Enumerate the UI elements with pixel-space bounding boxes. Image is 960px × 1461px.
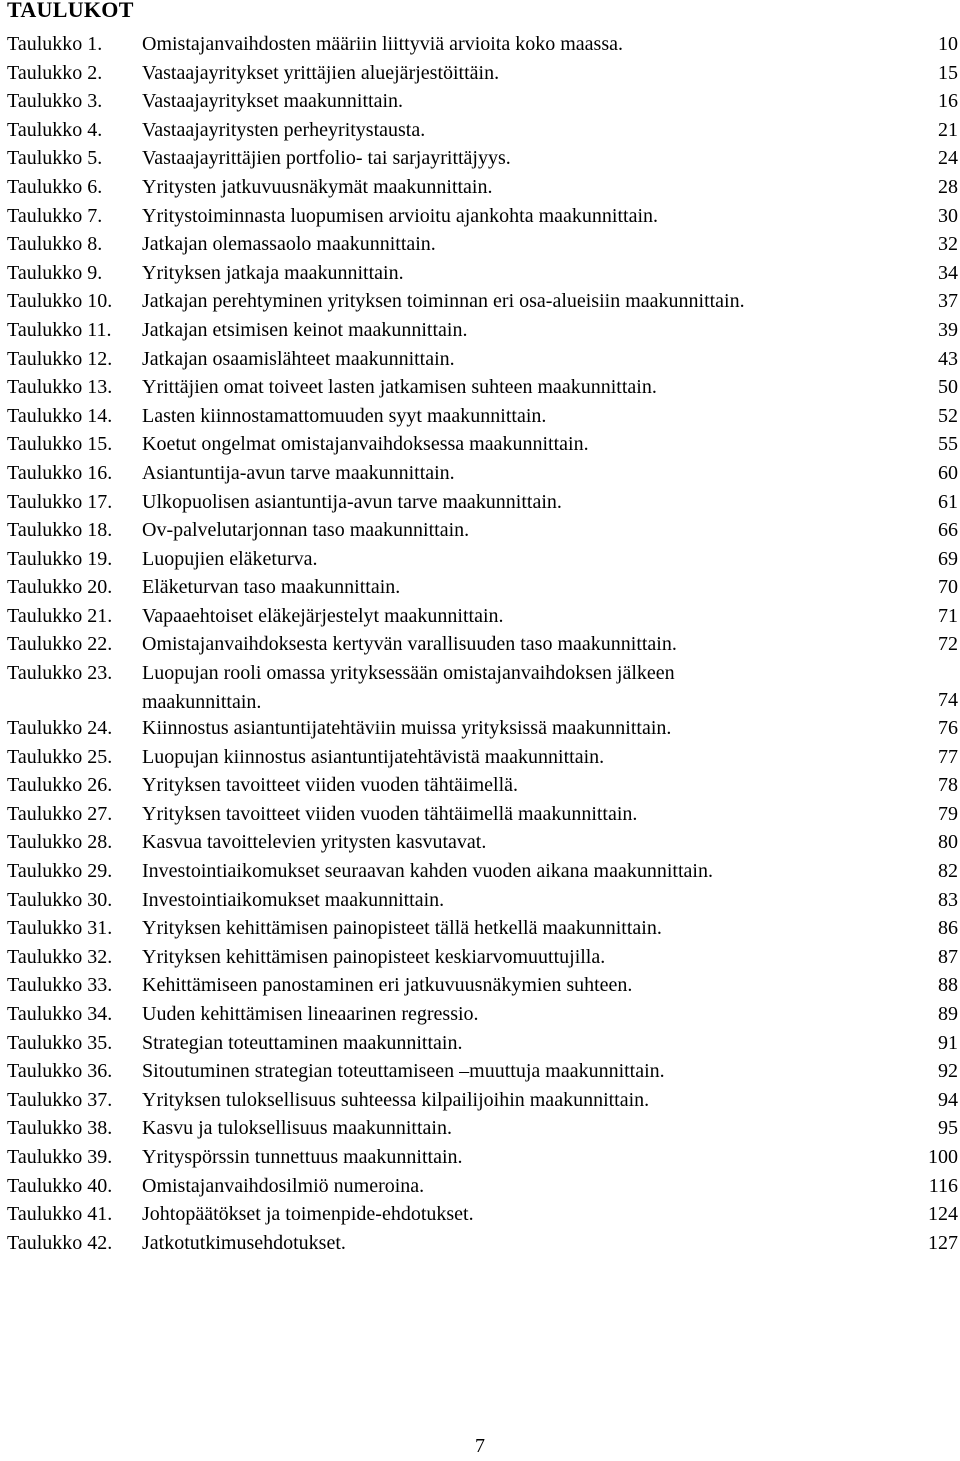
table-title bbox=[142, 771, 518, 800]
table-list-item bbox=[7, 1229, 960, 1258]
table-title bbox=[142, 1143, 463, 1172]
table-list-item bbox=[7, 1000, 960, 1029]
table-list-item bbox=[7, 144, 960, 173]
table-title bbox=[142, 743, 604, 772]
table-title-text: Ov-palvelutarjonnan taso maakunnittain. bbox=[142, 519, 470, 542]
table-title bbox=[142, 316, 467, 345]
table-title-text: Strategian toteuttaminen maakunnittain. bbox=[142, 1031, 463, 1054]
table-list-item bbox=[7, 316, 960, 345]
table-title bbox=[142, 630, 677, 659]
page-reference: 28 bbox=[938, 175, 958, 198]
page-reference: 70 bbox=[938, 576, 958, 599]
table-title-text: Vastaajayritysten perheyritystausta. bbox=[142, 118, 426, 141]
table-number-label: Taulukko 10. bbox=[7, 290, 113, 313]
table-title bbox=[142, 659, 675, 716]
table-number-label: Taulukko 23. bbox=[7, 662, 113, 685]
table-title bbox=[142, 545, 318, 574]
table-number-label: Taulukko 41. bbox=[7, 1203, 113, 1226]
table-title-text: Yrityksen tavoitteet viiden vuoden tähtäimellä. bbox=[142, 774, 519, 797]
table-title bbox=[142, 1114, 452, 1143]
table-title-text: Luopujien eläketurva. bbox=[142, 547, 318, 570]
table-title-text: Jatkotutkimusehdotukset. bbox=[142, 1231, 346, 1254]
page-reference: 66 bbox=[938, 519, 958, 542]
table-list-item bbox=[7, 545, 960, 574]
page-reference: 80 bbox=[938, 831, 958, 854]
page-reference: 10 bbox=[938, 33, 958, 55]
table-title bbox=[142, 230, 436, 259]
table-list-item bbox=[7, 488, 960, 517]
table-title bbox=[142, 202, 658, 231]
table-list-item bbox=[7, 459, 960, 488]
table-title bbox=[142, 430, 589, 459]
table-list-item bbox=[7, 1172, 960, 1201]
table-title-text: Yritystoiminnasta luopumisen arvioitu ajankohta maakunnittain. bbox=[142, 204, 659, 227]
table-title-text: Vastaajayritykset maakunnittain. bbox=[142, 90, 404, 113]
table-number-label: Taulukko 8. bbox=[7, 233, 103, 256]
table-title bbox=[142, 173, 493, 202]
table-number-label: Taulukko 18. bbox=[7, 519, 113, 542]
table-title bbox=[142, 602, 504, 631]
table-number-label: Taulukko 22. bbox=[7, 633, 113, 656]
table-title-text: Yrityksen tuloksellisuus suhteessa kilpailijoihin maakunnittain. bbox=[142, 1088, 650, 1111]
table-title bbox=[142, 1172, 424, 1201]
table-title-text: Vastaajayritykset yrittäjien aluejärjestöittäin. bbox=[142, 61, 500, 84]
table-title-text: Kiinnostus asiantuntijatehtäviin muissa yrityksissä maakunnittain. bbox=[142, 717, 672, 740]
table-title-continuation: maakunnittain. bbox=[142, 690, 262, 713]
table-list-item bbox=[7, 402, 960, 431]
table-number-label: Taulukko 28. bbox=[7, 831, 113, 854]
table-list-item bbox=[7, 771, 960, 800]
table-title-text: Asiantuntija-avun tarve maakunnittain. bbox=[142, 461, 455, 484]
page-reference: 124 bbox=[928, 1203, 958, 1226]
table-list-item bbox=[7, 230, 960, 259]
page-reference: 74 bbox=[938, 689, 958, 712]
table-list-item bbox=[7, 430, 960, 459]
table-title-text: Sitoutuminen strategian toteuttamiseen –muuttuja maakunnittain. bbox=[142, 1060, 665, 1083]
table-list-item bbox=[7, 886, 960, 915]
table-title-text: Omistajanvaihdosten määriin liittyviä arvioita koko maassa. bbox=[142, 33, 623, 55]
page-reference: 95 bbox=[938, 1117, 958, 1140]
table-title-text: Eläketurvan taso maakunnittain. bbox=[142, 576, 401, 599]
table-number-label: Taulukko 12. bbox=[7, 347, 113, 370]
table-list-item bbox=[7, 59, 960, 88]
table-title bbox=[142, 373, 657, 402]
table-title-text: Jatkajan perehtyminen yrityksen toiminnan eri osa-alueisiin maakunnittain. bbox=[142, 290, 745, 313]
table-number-label: Taulukko 3. bbox=[7, 90, 103, 113]
table-list-item bbox=[7, 173, 960, 202]
page-number: 7 bbox=[475, 1435, 485, 1457]
table-title bbox=[142, 886, 444, 915]
table-title bbox=[142, 1229, 346, 1258]
table-title bbox=[142, 144, 511, 173]
table-list-item bbox=[7, 345, 960, 374]
table-title bbox=[142, 287, 745, 316]
page-reference: 60 bbox=[938, 461, 958, 484]
page-reference: 83 bbox=[938, 888, 958, 911]
table-title bbox=[142, 1057, 665, 1086]
table-number-label: Taulukko 34. bbox=[7, 1003, 113, 1025]
table-title-text: Yrityksen kehittämisen painopisteet keskiarvomuuttujilla. bbox=[142, 945, 606, 968]
table-number-label: Taulukko 11. bbox=[7, 318, 112, 341]
table-list-item bbox=[7, 800, 960, 829]
table-number-label: Taulukko 33. bbox=[7, 974, 113, 997]
table-title bbox=[142, 914, 662, 943]
table-list-item bbox=[7, 30, 960, 59]
table-list bbox=[7, 30, 960, 1257]
table-title-text: Investointiaikomukset maakunnittain. bbox=[142, 888, 445, 911]
table-title-text: Omistajanvaihdosilmiö numeroina. bbox=[142, 1174, 425, 1197]
table-title bbox=[142, 459, 455, 488]
table-title bbox=[142, 971, 632, 1000]
table-number-label: Taulukko 14. bbox=[7, 404, 113, 427]
table-list-item bbox=[7, 573, 960, 602]
table-list-item bbox=[7, 1086, 960, 1115]
table-number-label: Taulukko 7. bbox=[7, 204, 103, 227]
table-title bbox=[142, 828, 486, 857]
table-number-label: Taulukko 5. bbox=[7, 147, 103, 170]
table-number-label: Taulukko 40. bbox=[7, 1174, 113, 1197]
table-title bbox=[142, 345, 455, 374]
page-reference: 50 bbox=[938, 376, 958, 399]
table-number-label: Taulukko 32. bbox=[7, 945, 113, 968]
table-title bbox=[142, 116, 425, 145]
page-reference: 77 bbox=[938, 745, 958, 768]
table-number-label: Taulukko 42. bbox=[7, 1231, 113, 1254]
page-reference: 21 bbox=[938, 118, 958, 141]
table-title-text: Koetut ongelmat omistajanvaihdoksessa maakunnittain. bbox=[142, 433, 589, 456]
page-reference: 89 bbox=[938, 1003, 958, 1025]
table-number-label: Taulukko 29. bbox=[7, 860, 113, 883]
table-title bbox=[142, 259, 404, 288]
page-reference: 16 bbox=[938, 90, 958, 113]
table-number-label: Taulukko 38. bbox=[7, 1117, 113, 1140]
table-title bbox=[142, 30, 623, 59]
table-list-item bbox=[7, 1114, 960, 1143]
table-list-item bbox=[7, 1200, 960, 1229]
table-title-text: Yrityksen tavoitteet viiden vuoden tähtäimellä maakunnittain. bbox=[142, 802, 638, 825]
table-title bbox=[142, 714, 671, 743]
table-list-item bbox=[7, 857, 960, 886]
table-list-item bbox=[7, 602, 960, 631]
table-list-item bbox=[7, 373, 960, 402]
table-title bbox=[142, 800, 637, 829]
table-number-label: Taulukko 6. bbox=[7, 175, 103, 198]
table-title-text: Yrityksen kehittämisen painopisteet tällä hetkellä maakunnittain. bbox=[142, 917, 662, 940]
table-title-text: Jatkajan osaamislähteet maakunnittain. bbox=[142, 347, 455, 370]
page-reference: 88 bbox=[938, 974, 958, 997]
table-list-item bbox=[7, 1143, 960, 1172]
table-number-label: Taulukko 24. bbox=[7, 717, 113, 740]
table-title-text: Yrityksen jatkaja maakunnittain. bbox=[142, 261, 404, 284]
page-reference: 71 bbox=[938, 604, 958, 627]
table-title-text: Johtopäätökset ja toimenpide-ehdotukset. bbox=[142, 1203, 474, 1226]
table-number-label: Taulukko 35. bbox=[7, 1031, 113, 1054]
table-list-item bbox=[7, 943, 960, 972]
table-title-text: Kasvu ja tuloksellisuus maakunnittain. bbox=[142, 1117, 452, 1140]
table-title-text: Vastaajayrittäjien portfolio- tai sarjayrittäjyys. bbox=[142, 147, 511, 170]
table-list-item bbox=[7, 516, 960, 545]
table-number-label: Taulukko 36. bbox=[7, 1060, 113, 1083]
table-title-text: Yrityspörssin tunnettuus maakunnittain. bbox=[142, 1145, 463, 1168]
page-reference: 15 bbox=[938, 61, 958, 84]
page-heading: TAULUKOT bbox=[7, 0, 134, 22]
table-number-label: Taulukko 13. bbox=[7, 376, 113, 399]
table-title-text: Uuden kehittämisen lineaarinen regressio. bbox=[142, 1003, 479, 1025]
table-number-label: Taulukko 39. bbox=[7, 1145, 113, 1168]
table-list-item bbox=[7, 1057, 960, 1086]
page-reference: 127 bbox=[928, 1231, 958, 1254]
page-reference: 69 bbox=[938, 547, 958, 570]
page-reference: 52 bbox=[938, 404, 958, 427]
page-reference: 76 bbox=[938, 717, 958, 740]
table-number-label: Taulukko 9. bbox=[7, 261, 103, 284]
table-title bbox=[142, 87, 403, 116]
table-title bbox=[142, 488, 562, 517]
table-number-label: Taulukko 4. bbox=[7, 118, 103, 141]
table-list-item bbox=[7, 971, 960, 1000]
table-number-label: Taulukko 26. bbox=[7, 774, 113, 797]
table-title bbox=[142, 516, 469, 545]
table-list-item bbox=[7, 659, 960, 714]
table-list-item bbox=[7, 914, 960, 943]
page-reference: 30 bbox=[938, 204, 958, 227]
table-title bbox=[142, 1086, 649, 1115]
table-number-label: Taulukko 15. bbox=[7, 433, 113, 456]
table-title-text: Kehittämiseen panostaminen eri jatkuvuusnäkymien suhteen. bbox=[142, 974, 633, 997]
page-reference: 78 bbox=[938, 774, 958, 797]
table-title bbox=[142, 402, 546, 431]
page-reference: 87 bbox=[938, 945, 958, 968]
table-number-label: Taulukko 30. bbox=[7, 888, 113, 911]
table-title bbox=[142, 1029, 462, 1058]
table-title-text: Kasvua tavoittelevien yritysten kasvutavat. bbox=[142, 831, 487, 854]
page-reference: 91 bbox=[938, 1031, 958, 1054]
table-title-text: Yrittäjien omat toiveet lasten jatkamisen suhteen maakunnittain. bbox=[142, 376, 657, 399]
table-number-label: Taulukko 19. bbox=[7, 547, 113, 570]
page-reference: 55 bbox=[938, 433, 958, 456]
table-title bbox=[142, 857, 713, 886]
table-number-label: Taulukko 27. bbox=[7, 802, 113, 825]
page-reference: 86 bbox=[938, 917, 958, 940]
table-title bbox=[142, 1000, 479, 1029]
table-title-text: Ulkopuolisen asiantuntija-avun tarve maakunnittain. bbox=[142, 490, 562, 513]
table-list-item bbox=[7, 630, 960, 659]
table-title-text: Omistajanvaihdoksesta kertyvän varallisuuden taso maakunnittain. bbox=[142, 633, 677, 656]
page-reference: 34 bbox=[938, 261, 958, 284]
page-reference: 61 bbox=[938, 490, 958, 513]
table-list-item bbox=[7, 743, 960, 772]
table-title-text: Vapaaehtoiset eläkejärjestelyt maakunnittain. bbox=[142, 604, 504, 627]
table-title-text: Luopujan kiinnostus asiantuntijatehtävistä maakunnittain. bbox=[142, 745, 605, 768]
table-number-label: Taulukko 2. bbox=[7, 61, 103, 84]
table-title-text: Jatkajan etsimisen keinot maakunnittain. bbox=[142, 318, 468, 341]
table-list-item bbox=[7, 87, 960, 116]
table-title bbox=[142, 59, 499, 88]
page-reference: 79 bbox=[938, 802, 958, 825]
table-number-label: Taulukko 25. bbox=[7, 745, 113, 768]
table-title bbox=[142, 943, 605, 972]
page-reference: 100 bbox=[928, 1145, 958, 1168]
page-reference: 92 bbox=[938, 1060, 958, 1083]
table-title-text: Luopujan rooli omassa yrityksessään omistajanvaihdoksen jälkeen bbox=[142, 662, 675, 685]
table-list-item bbox=[7, 116, 960, 145]
table-title-text: Investointiaikomukset seuraavan kahden vuoden aikana maakunnittain. bbox=[142, 860, 713, 883]
table-number-label: Taulukko 31. bbox=[7, 917, 113, 940]
page-reference: 37 bbox=[938, 290, 958, 313]
table-list-item bbox=[7, 259, 960, 288]
table-list-item bbox=[7, 1029, 960, 1058]
table-title bbox=[142, 573, 400, 602]
page-reference: 32 bbox=[938, 233, 958, 256]
page-reference: 43 bbox=[938, 347, 958, 370]
page-reference: 94 bbox=[938, 1088, 958, 1111]
table-number-label: Taulukko 20. bbox=[7, 576, 113, 599]
table-number-label: Taulukko 17. bbox=[7, 490, 113, 513]
table-number-label: Taulukko 21. bbox=[7, 604, 113, 627]
table-number-label: Taulukko 16. bbox=[7, 461, 113, 484]
page-reference: 39 bbox=[938, 318, 958, 341]
table-title-text: Lasten kiinnostamattomuuden syyt maakunnittain. bbox=[142, 404, 547, 427]
table-list-item bbox=[7, 202, 960, 231]
table-number-label: Taulukko 1. bbox=[7, 33, 103, 55]
table-title bbox=[142, 1200, 474, 1229]
table-list-item bbox=[7, 287, 960, 316]
table-list-item bbox=[7, 714, 960, 743]
table-number-label: Taulukko 37. bbox=[7, 1088, 113, 1111]
page-reference: 82 bbox=[938, 860, 958, 883]
page-reference: 72 bbox=[938, 633, 958, 656]
table-title-text: Yritysten jatkuvuusnäkymät maakunnittain. bbox=[142, 175, 493, 198]
table-title-text: Jatkajan olemassaolo maakunnittain. bbox=[142, 233, 436, 256]
page-reference: 116 bbox=[928, 1174, 958, 1197]
table-list-item bbox=[7, 828, 960, 857]
page-reference: 24 bbox=[938, 147, 958, 170]
